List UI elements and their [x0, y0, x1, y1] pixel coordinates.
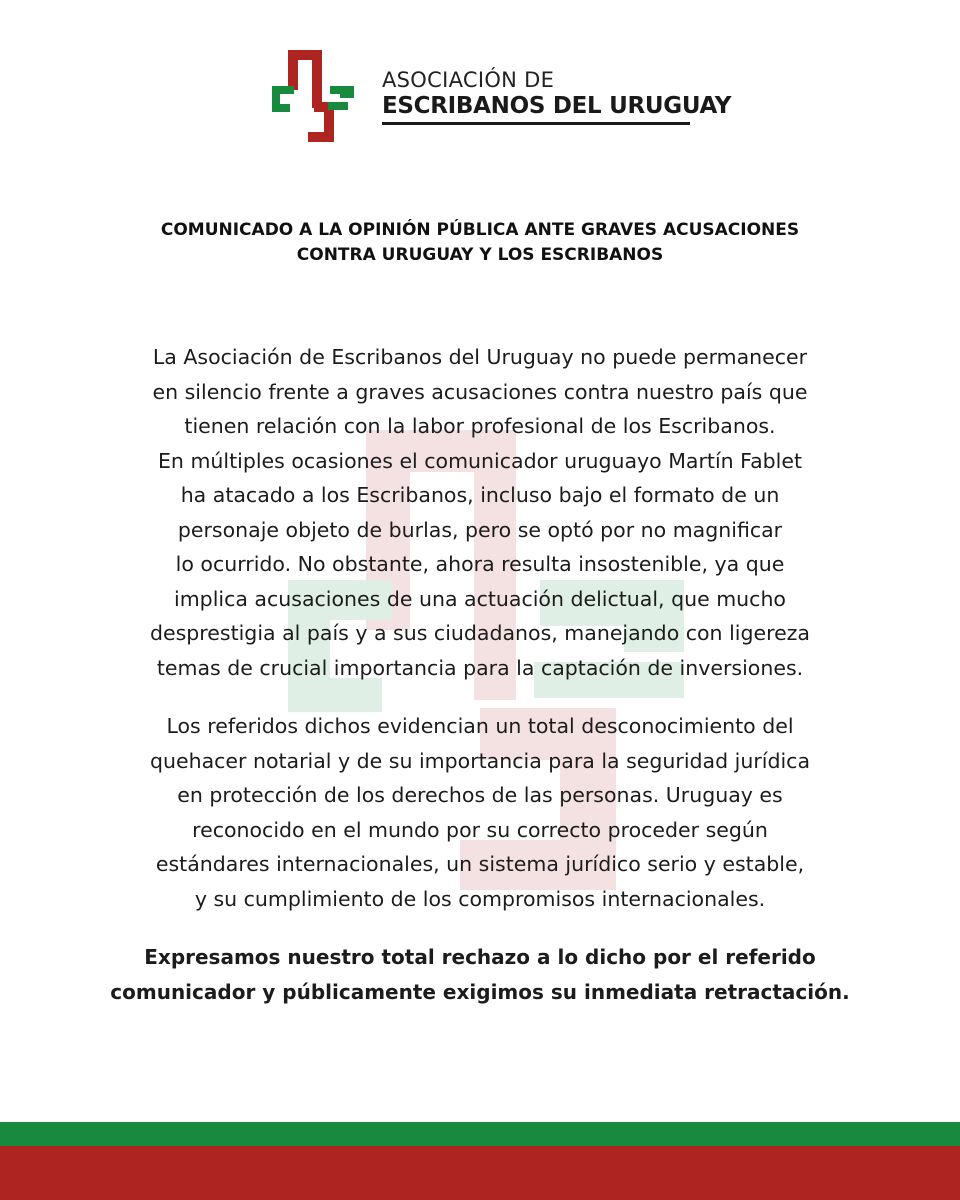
- title-line: COMUNICADO A LA OPINIÓN PÚBLICA ANTE GRAVES ACUSACIONES: [160, 220, 800, 240]
- text-line: Expresamos nuestro total rechazo a lo dicho por el referido: [144, 945, 816, 969]
- text-line: En múltiples ocasiones el comunicador uruguayo Martín Fablet: [157, 448, 802, 473]
- association-logo-icon: [268, 46, 358, 146]
- text-line: personaje objeto de burlas, pero se optó por no magnificar: [177, 517, 783, 542]
- text-line: tienen relación con la labor profesional de los Escribanos.: [184, 414, 776, 438]
- text-line: temas de crucial importancia para la captación de inversiones.: [156, 655, 804, 680]
- org-name-line2: ESCRIBANOS DEL URUGUAY: [382, 93, 732, 119]
- text-line: lo ocurrido. No obstante, ahora resulta insostenible, ya que: [175, 552, 785, 576]
- communique-body: [60, 340, 900, 1009]
- paragraph-conclusion: [60, 940, 900, 1009]
- logo-underline: [382, 122, 690, 125]
- paragraph-1: [60, 340, 900, 685]
- text-line: comunicador y públicamente exigimos su inmediata retractación.: [110, 979, 850, 1004]
- text-line: en protección de los derechos de las personas. Uruguay es: [177, 783, 783, 807]
- title-line: CONTRA URUGUAY Y LOS ESCRIBANOS: [296, 245, 664, 265]
- text-line: en silencio frente a graves acusaciones contra nuestro país que: [152, 379, 808, 404]
- text-line: ha atacado a los Escribanos, incluso bajo el formato de un: [180, 483, 780, 507]
- header-logo: [268, 46, 732, 146]
- text-line: desprestigia al país y a sus ciudadanos, manejando con ligereza: [149, 621, 810, 645]
- text-line: estándares internacionales, un sistema jurídico serio y estable,: [155, 852, 805, 876]
- communique-title: [80, 218, 880, 268]
- paragraph-2: [60, 709, 900, 916]
- text-line: Los referidos dichos evidencian un total desconocimiento del: [166, 714, 794, 738]
- footer-stripe-green: [0, 1122, 960, 1146]
- org-name-line1: ASOCIACIÓN DE: [382, 68, 555, 92]
- text-line: implica acusaciones de una actuación delictual, que mucho: [174, 586, 786, 611]
- text-line: quehacer notarial y de su importancia para la seguridad jurídica: [149, 748, 811, 773]
- text-line: y su cumplimiento de los compromisos internacionales.: [194, 886, 766, 911]
- footer-stripe-red: [0, 1146, 960, 1200]
- text-line: reconocido en el mundo por su correcto proceder según: [192, 817, 768, 842]
- text-line: La Asociación de Escribanos del Uruguay no puede permanecer: [152, 345, 808, 369]
